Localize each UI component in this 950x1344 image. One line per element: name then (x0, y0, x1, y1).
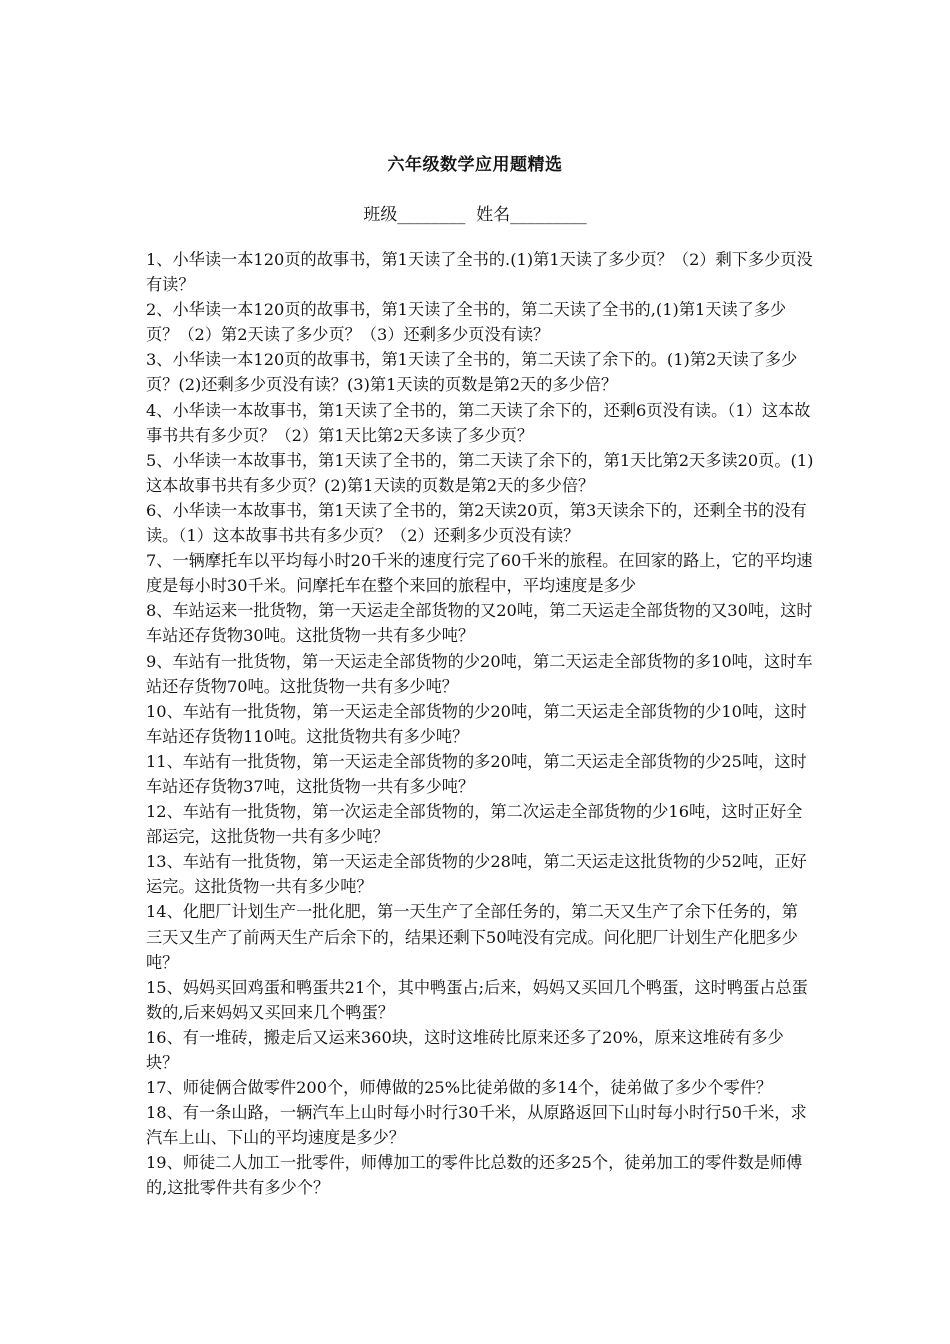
question-13: 13、车站有一批货物，第一天运走全部货物的少28吨，第二天运走这批货物的少52吨，正好运完。这批货物一共有多少吨？ (146, 852, 807, 897)
question-17: 17、师徒俩合做零件200个，师傅做的25%比徒弟做的多14个，徒弟做了多少个零件？ (146, 1078, 773, 1098)
question-10: 10、车站有一批货物，第一天运走全部货物的少20吨，第二天运走全部货物的少10吨，这时车站还存货物110吨。这批货物共有多少吨？ (146, 701, 807, 746)
question-8: 8、车站运来一批货物，第一天运走全部货物的又20吨，第二天运走全部货物的又30吨，这时车站还存货物30吨。这批货物一共有多少吨？ (146, 601, 813, 646)
student-info-line (0, 200, 950, 225)
question-11: 11、车站有一批货物，第一天运走全部货物的多20吨，第二天运走全部货物的少25吨，这时车站还存货物37吨，这批货物一共有多少吨？ (146, 751, 807, 796)
question-6: 6、小华读一本故事书，第1天读了全书的，第2天读20页，第3天读余下的，还剩全书的没有读。（1）这本故事书共有多少页？（2）还剩多少页没有读？ (146, 500, 807, 546)
question-9: 9、车站有一批货物，第一天运走全部货物的少20吨，第二天运走全部货物的多10吨，这时车站还存货物70吨。这批货物一共有多少吨？ (146, 651, 813, 696)
class-label: 班级 (363, 205, 398, 225)
question-5: 5、小华读一本故事书，第1天读了全书的，第二天读了余下的，第1天比第2天多读20页。(1)这本故事书共有多少页？(2)第1天读的页数是第2天的多少倍？ (146, 450, 814, 495)
question-1: 1、小华读一本120页的故事书，第1天读了全书的.(1)第1天读了多少页？（2）剩下多少页没有读？ (146, 250, 813, 295)
question-2: 2、小华读一本120页的故事书，第1天读了全书的，第二天读了全书的,(1)第1天读了多少页？（2）第2天读了多少页？（3）还剩多少页没有读？ (146, 300, 787, 345)
question-12: 12、车站有一批货物，第一次运走全部货物的，第二次运走全部货物的少16吨，这时正好全部运完，这批货物一共有多少吨？ (146, 802, 803, 847)
question-4: 4、小华读一本故事书，第1天读了全书的，第二天读了余下的，还剩6页没有读。（1）这本故事书共有多少页？（2）第1天比第2天多读了多少页？ (146, 400, 811, 445)
question-3: 3、小华读一本120页的故事书，第1天读了全书的，第二天读了余下的。(1)第2天读了多少页？(2)还剩多少页没有读？(3)第1天读的页数是第2天的多少倍？ (146, 350, 798, 395)
name-blank: _________ (510, 205, 587, 225)
class-blank: ________ (397, 205, 466, 225)
question-14: 14、化肥厂计划生产一批化肥，第一天生产了全部任务的，第二天又生产了余下任务的，第三天又生产了前两天生产后余下的，结果还剩下50吨没有完成。问化肥厂计划生产化肥多少吨？ (146, 902, 798, 972)
page-title: 六年级数学应用题精选 (387, 155, 563, 175)
question-18: 18、有一条山路，一辆汽车上山时每小时行30千米，从原路返回下山时每小时行50千米，求汽车上山、下山的平均速度是多少？ (146, 1103, 807, 1148)
question-7: 7、一辆摩托车以平均每小时20千米的速度行完了60千米的旅程。在回家的路上，它的平均速度是每小时30千米。问摩托车在整个来回的旅程中，平均速度是多少 (146, 551, 813, 596)
name-label: 姓名 (476, 205, 511, 225)
question-list (146, 247, 814, 1201)
question-19: 19、师徒二人加工一批零件，师傅加工的零件比总数的还多25个，徒弟加工的零件数是师傅的,这批零件共有多少个？ (146, 1153, 803, 1198)
question-16: 16、有一堆砖，搬走后又运来360块，这时这堆砖比原来还多了20%，原来这堆砖有多少块？ (146, 1027, 784, 1072)
question-15: 15、妈妈买回鸡蛋和鸭蛋共21个，其中鸭蛋占;后来，妈妈又买回几个鸭蛋，这时鸭蛋占总蛋数的,后来妈妈又买回来几个鸭蛋？ (146, 977, 808, 1022)
